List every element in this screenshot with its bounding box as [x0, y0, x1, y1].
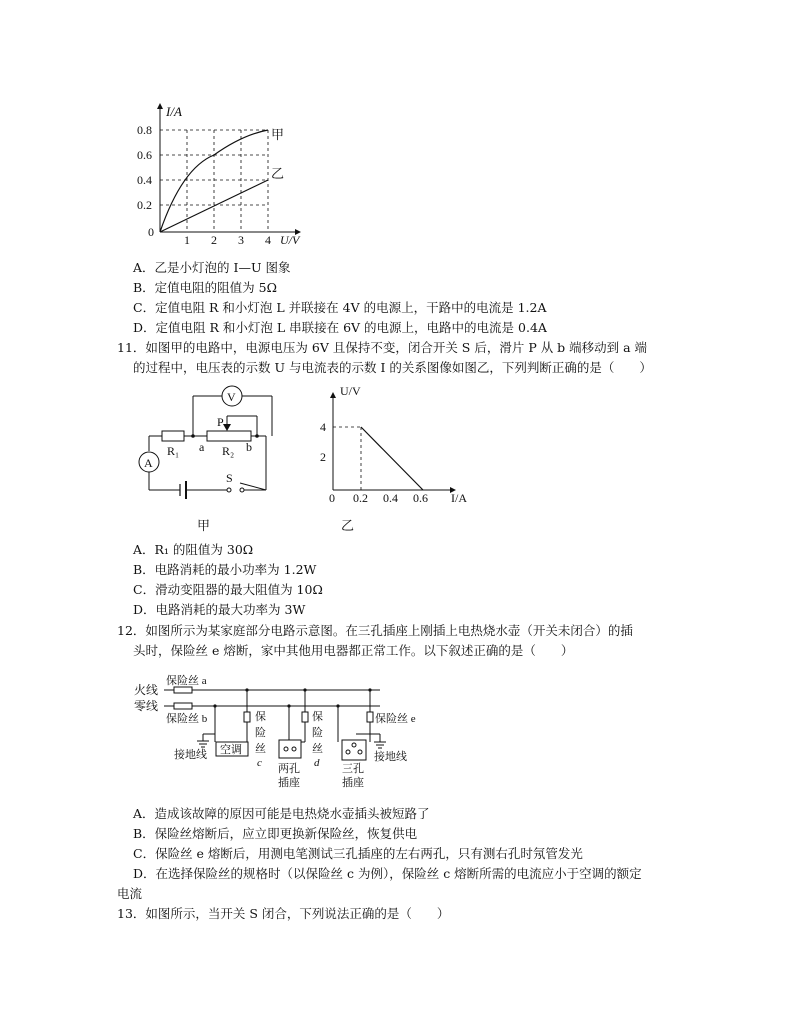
ui-x-label: I/A	[451, 491, 467, 505]
two-hole-socket-icon	[279, 740, 301, 758]
fuse-c-label: 险	[255, 727, 266, 739]
q10-option-d: D．定值电阻 R 和小灯泡 L 串联接在 6V 的电源上，电路中的电流是 0.4A	[133, 320, 547, 335]
curve-yi-label: 乙	[271, 166, 285, 181]
fuse-d-label: 险	[312, 727, 323, 739]
origin-label: 0	[148, 225, 154, 239]
q12-option-c: C．保险丝 e 熔断后，用测电笔测试三孔插座的左右两孔，只有测右孔时氖管发光	[133, 846, 583, 861]
ui-y-tick: 2	[320, 450, 326, 464]
fuse-c-label: c	[257, 757, 262, 769]
ui-y-label: U/V	[340, 384, 361, 398]
y-tick: 0.4	[137, 173, 152, 187]
fuse-d	[302, 712, 308, 722]
three-hole-socket-label: 三孔	[342, 763, 364, 775]
q11-option-a: A．R₁ 的阻值为 30Ω	[133, 542, 254, 557]
ui-x-tick: 0.2	[353, 491, 368, 505]
circuit-caption: 甲	[197, 518, 211, 533]
ammeter-label: A	[144, 456, 153, 470]
two-hole-socket-label: 两孔	[278, 763, 300, 775]
x-tick: 1	[184, 233, 190, 247]
ui-origin: 0	[329, 491, 335, 505]
neutral-wire-label: 零线	[134, 699, 159, 713]
ground-wire-label-2: 接地线	[374, 751, 407, 763]
x-tick: 4	[265, 233, 271, 247]
ground-wire-label-1: 接地线	[174, 749, 207, 761]
q12-option-d-cont: 电流	[117, 886, 143, 901]
terminal-b-label: b	[246, 440, 252, 454]
switch-s-label: S	[226, 471, 233, 485]
x-tick: 2	[211, 233, 217, 247]
q11-option-b: B．电路消耗的最小功率为 1.2W	[133, 562, 317, 577]
q12-option-d: D．在选择保险丝的规格时（以保险丝 c 为例），保险丝 c 熔断所需的电流应小于空调的额定	[133, 866, 642, 881]
q12-option-a: A．造成该故障的原因可能是电热烧水壶插头被短路了	[133, 806, 430, 821]
x-tick: 3	[238, 233, 244, 247]
fuse-c-label: 保	[255, 711, 266, 723]
r2-label: R₂	[222, 444, 235, 458]
fuse-e-label: 保险丝 e	[375, 713, 416, 725]
q10-option-b: B．定值电阻的阻值为 5Ω	[133, 280, 277, 295]
q11-option-d: D．电路消耗的最大功率为 3W	[133, 602, 306, 617]
y-tick: 0.6	[137, 148, 152, 162]
y-axis-label: I/A	[166, 104, 182, 119]
ui-graph-caption: 乙	[341, 518, 355, 533]
q12-stem-line2: 头时，保险丝 e 熔断，家中其他用电器都正常工作。以下叙述正确的是（ ）	[133, 643, 574, 658]
ui-x-tick: 0.4	[383, 491, 398, 505]
air-conditioner-label: 空调	[220, 744, 242, 756]
three-hole-socket-label: 插座	[342, 777, 364, 789]
fuse-e	[367, 712, 373, 722]
q11-stem-line2: 的过程中，电压表的示数 U 与电流表的示数 I 的关系图像如图乙，下列判断正确的是（ ）	[133, 360, 652, 375]
slider-p-label: P	[217, 415, 224, 429]
fuse-d-label: 丝	[312, 743, 323, 755]
q13-stem: 13．如图所示，当开关 S 闭合，下列说法正确的是（ ）	[117, 906, 450, 921]
voltmeter-label: V	[227, 390, 236, 404]
fuse-d-label: d	[314, 757, 320, 769]
q11-option-c: C．滑动变阻器的最大阻值为 10Ω	[133, 582, 323, 597]
q12-option-b: B．保险丝熔断后，应立即更换新保险丝，恢复供电	[133, 826, 418, 841]
curve-jia-label: 甲	[271, 127, 285, 142]
q11-stem-line1: 11．如图甲的电路中，电源电压为 6V 且保持不变，闭合开关 S 后，滑片 P 从 b 端移动到 a 端	[117, 340, 648, 355]
fuse-d-label: 保	[312, 711, 323, 723]
x-axis-label: U/V	[280, 233, 300, 247]
y-tick: 0.8	[137, 123, 152, 137]
live-wire-label: 火线	[134, 683, 159, 697]
fuse-b	[174, 703, 192, 709]
fuse-a	[174, 687, 192, 693]
terminal-a-label: a	[199, 440, 205, 454]
y-tick: 0.2	[137, 198, 152, 212]
ui-y-tick: 4	[320, 420, 326, 434]
q12-stem-line1: 12．如图所示为某家庭部分电路示意图。在三孔插座上刚插上电热烧水壶（开关未闭合）的插	[117, 623, 633, 638]
fuse-c	[244, 712, 250, 722]
r1-label: R₁	[167, 444, 180, 458]
fuse-c-label: 丝	[255, 743, 266, 755]
q10-option-a: A．乙是小灯泡的 I—U 图象	[133, 260, 291, 275]
two-hole-socket-label: 插座	[278, 777, 300, 789]
fuse-a-label: 保险丝 a	[166, 675, 207, 687]
ui-x-tick: 0.6	[413, 491, 428, 505]
q10-option-c: C．定值电阻 R 和小灯泡 L 并联接在 4V 的电源上，干路中的电流是 1.2A	[133, 300, 547, 315]
fuse-b-label: 保险丝 b	[166, 713, 208, 725]
